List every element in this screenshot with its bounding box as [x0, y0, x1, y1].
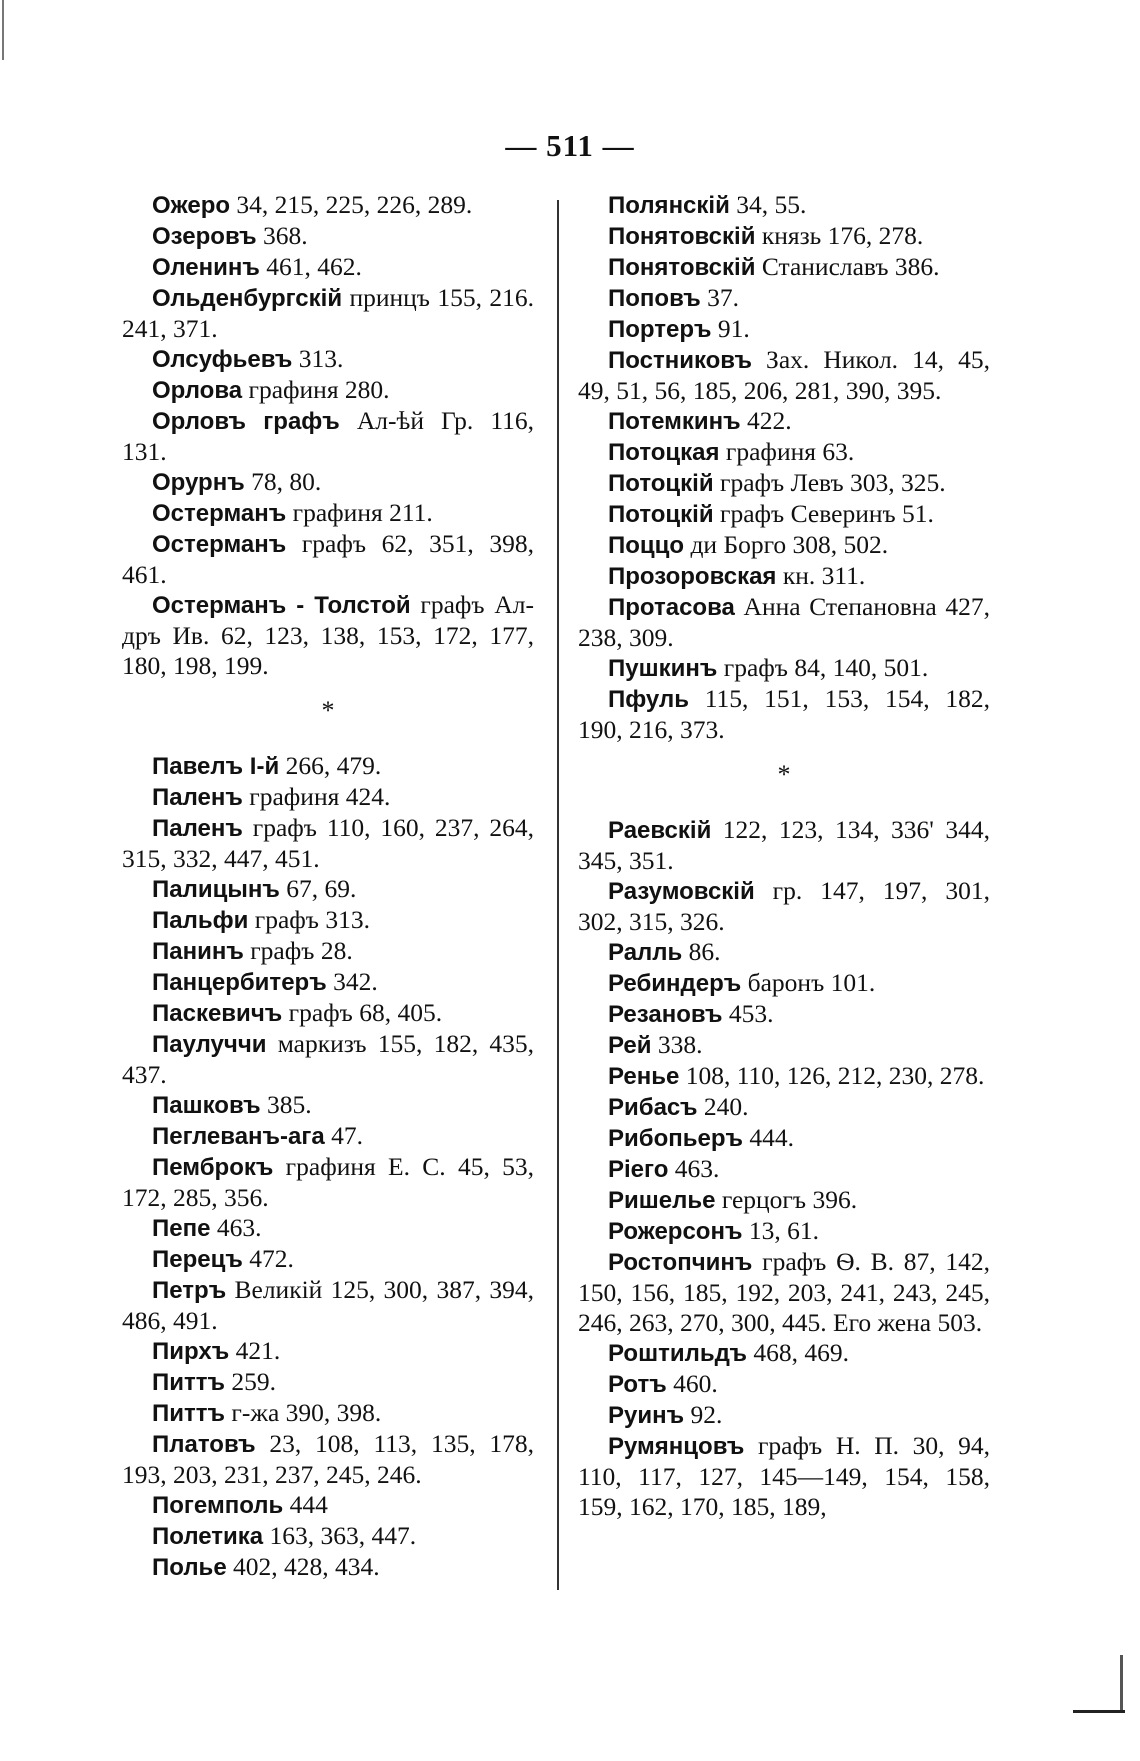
index-entry	[578, 221, 990, 252]
index-entry	[578, 468, 990, 499]
entry-name: Палицынъ	[152, 876, 280, 903]
margin-scan-mark-bottom	[1073, 1710, 1125, 1713]
entry-references: графиня 280.	[242, 375, 390, 404]
entry-name: Ольденбургскій	[152, 285, 343, 312]
index-entry	[122, 529, 534, 590]
entry-references: ди Борго 308, 502.	[684, 530, 889, 559]
entry-references: 259.	[225, 1367, 277, 1396]
entry-name: Орлова	[152, 377, 243, 404]
entry-name: Понятовскій	[608, 254, 756, 281]
entry-name: Понятовскій	[608, 223, 756, 250]
index-entry	[578, 530, 990, 561]
entry-references: графиня 63.	[719, 437, 855, 466]
entry-references: 86.	[682, 937, 721, 966]
entry-references: графъ Северинъ 51.	[713, 499, 934, 528]
entry-references: 34, 55.	[729, 190, 807, 219]
entry-name: Паленъ	[152, 815, 243, 842]
entry-references: принцъ 155, 216. 241, 371.	[122, 283, 534, 343]
entry-references: графъ 28.	[243, 936, 353, 965]
index-entry	[122, 590, 534, 681]
entry-name: Остерманъ - Толстой	[152, 592, 411, 619]
index-entry	[578, 406, 990, 437]
page-number: — 511 —	[505, 128, 635, 163]
entry-name: Полетика	[152, 1523, 264, 1550]
index-entry	[578, 1185, 990, 1216]
entry-name: Орловъ графъ	[152, 408, 340, 435]
entry-references: графиня 424.	[242, 782, 391, 811]
index-entry	[122, 190, 534, 221]
index-entry	[122, 751, 534, 782]
entry-name: Перецъ	[152, 1246, 243, 1273]
entry-name: Орурнъ	[152, 469, 245, 496]
index-entry	[122, 905, 534, 936]
entry-references: 453.	[722, 999, 774, 1028]
entry-references: Анна Степановна 427, 238, 309.	[578, 592, 990, 652]
index-entry	[578, 283, 990, 314]
entry-references: 422.	[740, 406, 792, 435]
entry-name: Прозоровская	[608, 563, 777, 590]
entry-name: Ребиндеръ	[608, 970, 742, 997]
entry-name: Панинъ	[152, 938, 244, 965]
entry-name: Ротъ	[608, 1371, 667, 1398]
entry-references: кн. 311.	[776, 561, 866, 590]
index-entry	[578, 592, 990, 653]
entry-references: 37.	[700, 283, 739, 312]
entry-references: гр. 147, 197, 301, 302, 315, 326.	[578, 876, 990, 936]
margin-scan-mark	[2, 0, 4, 60]
entry-name: Рибопьеръ	[608, 1125, 743, 1152]
index-entry	[122, 874, 534, 905]
entry-name: Паулуччи	[152, 1031, 267, 1058]
entry-name: Питтъ	[152, 1400, 226, 1427]
index-entry	[578, 1400, 990, 1431]
entry-name: Ріего	[608, 1156, 669, 1183]
index-entry	[578, 876, 990, 937]
index-entry	[122, 1336, 534, 1367]
entry-references: графъ Ѳ. В. 87, 142, 150, 156, 185, 192, 203, 241, 243, 245, 246, 263, 270, 300, 445. Его жена 503.	[578, 1247, 990, 1337]
entry-references: 108, 110, 126, 212, 230, 278.	[679, 1061, 985, 1090]
entry-references: 13, 61.	[742, 1216, 819, 1245]
index-entry	[122, 936, 534, 967]
index-entry	[122, 1244, 534, 1275]
entry-name: Ралль	[608, 939, 683, 966]
index-entry	[122, 998, 534, 1029]
index-entry	[578, 937, 990, 968]
index-entry	[122, 467, 534, 498]
entry-name: Питтъ	[152, 1369, 226, 1396]
entry-name: Ростопчинъ	[608, 1249, 753, 1276]
entry-name: Потоцкая	[608, 439, 720, 466]
entry-name: Паленъ	[152, 784, 243, 811]
entry-name: Разумовскій	[608, 878, 755, 905]
entry-name: Потоцкій	[608, 470, 714, 497]
index-entry	[578, 1338, 990, 1369]
index-entry	[578, 1216, 990, 1247]
entry-name: Ренье	[608, 1063, 680, 1090]
index-entry	[122, 1367, 534, 1398]
entry-name: Постниковъ	[608, 347, 752, 374]
index-entry	[578, 1061, 990, 1092]
entry-references: Зах. Никол. 14, 45, 49, 51, 56, 185, 206, 281, 390, 395.	[578, 345, 990, 405]
index-entry	[122, 252, 534, 283]
index-entry	[122, 967, 534, 998]
index-entry	[122, 1398, 534, 1429]
entry-name: Остерманъ	[152, 531, 287, 558]
index-entry	[122, 406, 534, 467]
entry-name: Роштильдъ	[608, 1340, 747, 1367]
entry-name: Поповъ	[608, 285, 701, 312]
entry-references: графъ 110, 160, 237, 264, 315, 332, 447, 451.	[122, 813, 534, 873]
entry-name: Полье	[152, 1554, 227, 1581]
entry-name: Пашковъ	[152, 1092, 261, 1119]
entry-references: 240.	[697, 1092, 749, 1121]
entry-name: Рожерсонъ	[608, 1218, 743, 1245]
entry-name: Ожеро	[152, 192, 231, 219]
left-group-2	[122, 751, 534, 1583]
index-entry	[122, 1213, 534, 1244]
entry-references: 78, 80.	[244, 467, 322, 496]
entry-references: 23, 108, 113, 135, 178, 193, 203, 231, 237, 245, 246.	[122, 1429, 534, 1489]
entry-references: 444.	[743, 1123, 794, 1152]
entry-name: Ришелье	[608, 1187, 716, 1214]
section-separator-left: *	[321, 696, 335, 725]
index-entry	[578, 653, 990, 684]
entry-name: Протасова	[608, 594, 735, 621]
index-entry	[578, 968, 990, 999]
index-entry	[578, 1154, 990, 1185]
index-entry	[578, 1092, 990, 1123]
index-entry	[578, 1369, 990, 1400]
index-entry	[578, 190, 990, 221]
right-group-1	[578, 190, 990, 745]
section-separator-right: *	[777, 760, 791, 789]
entry-references: 163, 363, 447.	[263, 1521, 417, 1550]
entry-name: Пфуль	[608, 686, 689, 713]
entry-references: 444	[283, 1490, 328, 1519]
entry-name: Петръ	[152, 1277, 227, 1304]
entry-references: 266, 479.	[279, 751, 382, 780]
entry-references: герцогъ 396.	[715, 1185, 858, 1214]
entry-name: Рибасъ	[608, 1094, 698, 1121]
index-entry	[122, 1521, 534, 1552]
index-entry	[122, 221, 534, 252]
index-entry	[578, 684, 990, 745]
entry-name: Потемкинъ	[608, 408, 741, 435]
index-entry	[122, 1275, 534, 1336]
index-entry	[122, 813, 534, 874]
entry-references: 67, 69.	[279, 874, 357, 903]
left-column	[122, 190, 534, 1583]
entry-references: 91.	[711, 314, 750, 343]
index-entry	[578, 437, 990, 468]
entry-references: 34, 215, 225, 226, 289.	[230, 190, 473, 219]
entry-name: Пушкинъ	[608, 655, 718, 682]
entry-references: 368.	[256, 221, 308, 250]
index-entry	[122, 1152, 534, 1213]
index-entry	[578, 561, 990, 592]
index-entry	[122, 1121, 534, 1152]
entry-references: 468, 469.	[747, 1338, 849, 1367]
entry-name: Резановъ	[608, 1001, 723, 1028]
entry-name: Олсуфьевъ	[152, 346, 293, 373]
right-column	[578, 190, 990, 1522]
entry-references: графиня 211.	[286, 498, 433, 527]
entry-name: Поццо	[608, 532, 685, 559]
column-divider	[557, 200, 559, 1590]
entry-references: маркизъ 155, 182, 435, 437.	[122, 1029, 534, 1089]
entry-references: графъ Левъ 303, 325.	[713, 468, 946, 497]
index-entry	[122, 1490, 534, 1521]
entry-name: Оленинъ	[152, 254, 260, 281]
entry-name: Павелъ І-й	[152, 753, 280, 780]
index-entry	[578, 1030, 990, 1061]
index-entry	[578, 1247, 990, 1338]
index-entry	[578, 345, 990, 406]
index-entry	[122, 1429, 534, 1490]
right-group-2	[578, 815, 990, 1522]
index-entry	[122, 782, 534, 813]
entry-references: 472.	[242, 1244, 294, 1273]
index-entry	[122, 498, 534, 529]
entry-name: Раевскій	[608, 817, 712, 844]
index-entry	[578, 499, 990, 530]
entry-references: баронъ 101.	[741, 968, 876, 997]
entry-name: Пеглеванъ-ага	[152, 1123, 325, 1150]
index-entry	[122, 344, 534, 375]
index-entry	[578, 999, 990, 1030]
entry-name: Полянскій	[608, 192, 730, 219]
entry-references: 313.	[292, 344, 344, 373]
index-entry	[122, 1552, 534, 1583]
index-entry	[578, 1431, 990, 1522]
entry-name: Погемполь	[152, 1492, 284, 1519]
index-entry	[578, 815, 990, 876]
entry-name: Румянцовъ	[608, 1433, 745, 1460]
entry-references: 463.	[210, 1213, 262, 1242]
entry-name: Потоцкій	[608, 501, 714, 528]
entry-references: 402, 428, 434.	[226, 1552, 380, 1581]
index-entry	[122, 1090, 534, 1121]
entry-references: 385.	[260, 1090, 312, 1119]
entry-references: графъ 313.	[248, 905, 370, 934]
entry-name: Рей	[608, 1032, 652, 1059]
entry-name: Озеровъ	[152, 223, 257, 250]
entry-name: Руинъ	[608, 1402, 685, 1429]
entry-references: графиня Е. С. 45, 53, 172, 285, 356.	[122, 1152, 534, 1212]
index-entry	[578, 252, 990, 283]
entry-name: Панцербитеръ	[152, 969, 327, 996]
entry-references: графъ 62, 351, 398, 461.	[122, 529, 534, 589]
entry-references: 461, 462.	[259, 252, 362, 281]
entry-references: графъ Н. П. 30, 94, 110, 117, 127, 145—149, 154, 158, 159, 162, 170, 185, 189,	[578, 1431, 990, 1521]
left-group-1	[122, 190, 534, 681]
entry-references: князь 176, 278.	[755, 221, 924, 250]
entry-name: Пальфи	[152, 907, 249, 934]
entry-references: 463.	[668, 1154, 720, 1183]
entry-name: Пемброкъ	[152, 1154, 274, 1181]
entry-references: 342.	[326, 967, 378, 996]
entry-name: Остерманъ	[152, 500, 287, 527]
entry-references: 47.	[324, 1121, 363, 1150]
entry-name: Платовъ	[152, 1431, 256, 1458]
entry-references: Станиславъ 386.	[755, 252, 940, 281]
entry-references: г-жа 390, 398.	[225, 1398, 382, 1427]
margin-scan-mark-right	[1120, 1655, 1123, 1710]
entry-references: 122, 123, 134, 336' 344, 345, 351.	[578, 815, 990, 875]
entry-references: 421.	[229, 1336, 281, 1365]
entry-references: Ал-ѣй Гр. 116, 131.	[122, 406, 534, 466]
entry-references: графъ 68, 405.	[282, 998, 443, 1027]
index-entry	[578, 1123, 990, 1154]
entry-references: 338.	[651, 1030, 703, 1059]
entry-name: Портеръ	[608, 316, 712, 343]
entry-references: графъ Ал-дръ Ив. 62, 123, 138, 153, 172, 177, 180, 198, 199.	[122, 590, 534, 680]
entry-references: графъ 84, 140, 501.	[717, 653, 929, 682]
index-entry	[578, 314, 990, 345]
entry-references: 92.	[684, 1400, 723, 1429]
entry-references: Великій 125, 300, 387, 394, 486, 491.	[122, 1275, 534, 1335]
entry-name: Паскевичъ	[152, 1000, 283, 1027]
index-entry	[122, 1029, 534, 1090]
entry-references: 460.	[666, 1369, 718, 1398]
entry-name: Пирхъ	[152, 1338, 230, 1365]
index-entry	[122, 375, 534, 406]
entry-name: Пепе	[152, 1215, 211, 1242]
index-entry	[122, 283, 534, 344]
entry-references: 115, 151, 153, 154, 182, 190, 216, 373.	[578, 684, 990, 744]
